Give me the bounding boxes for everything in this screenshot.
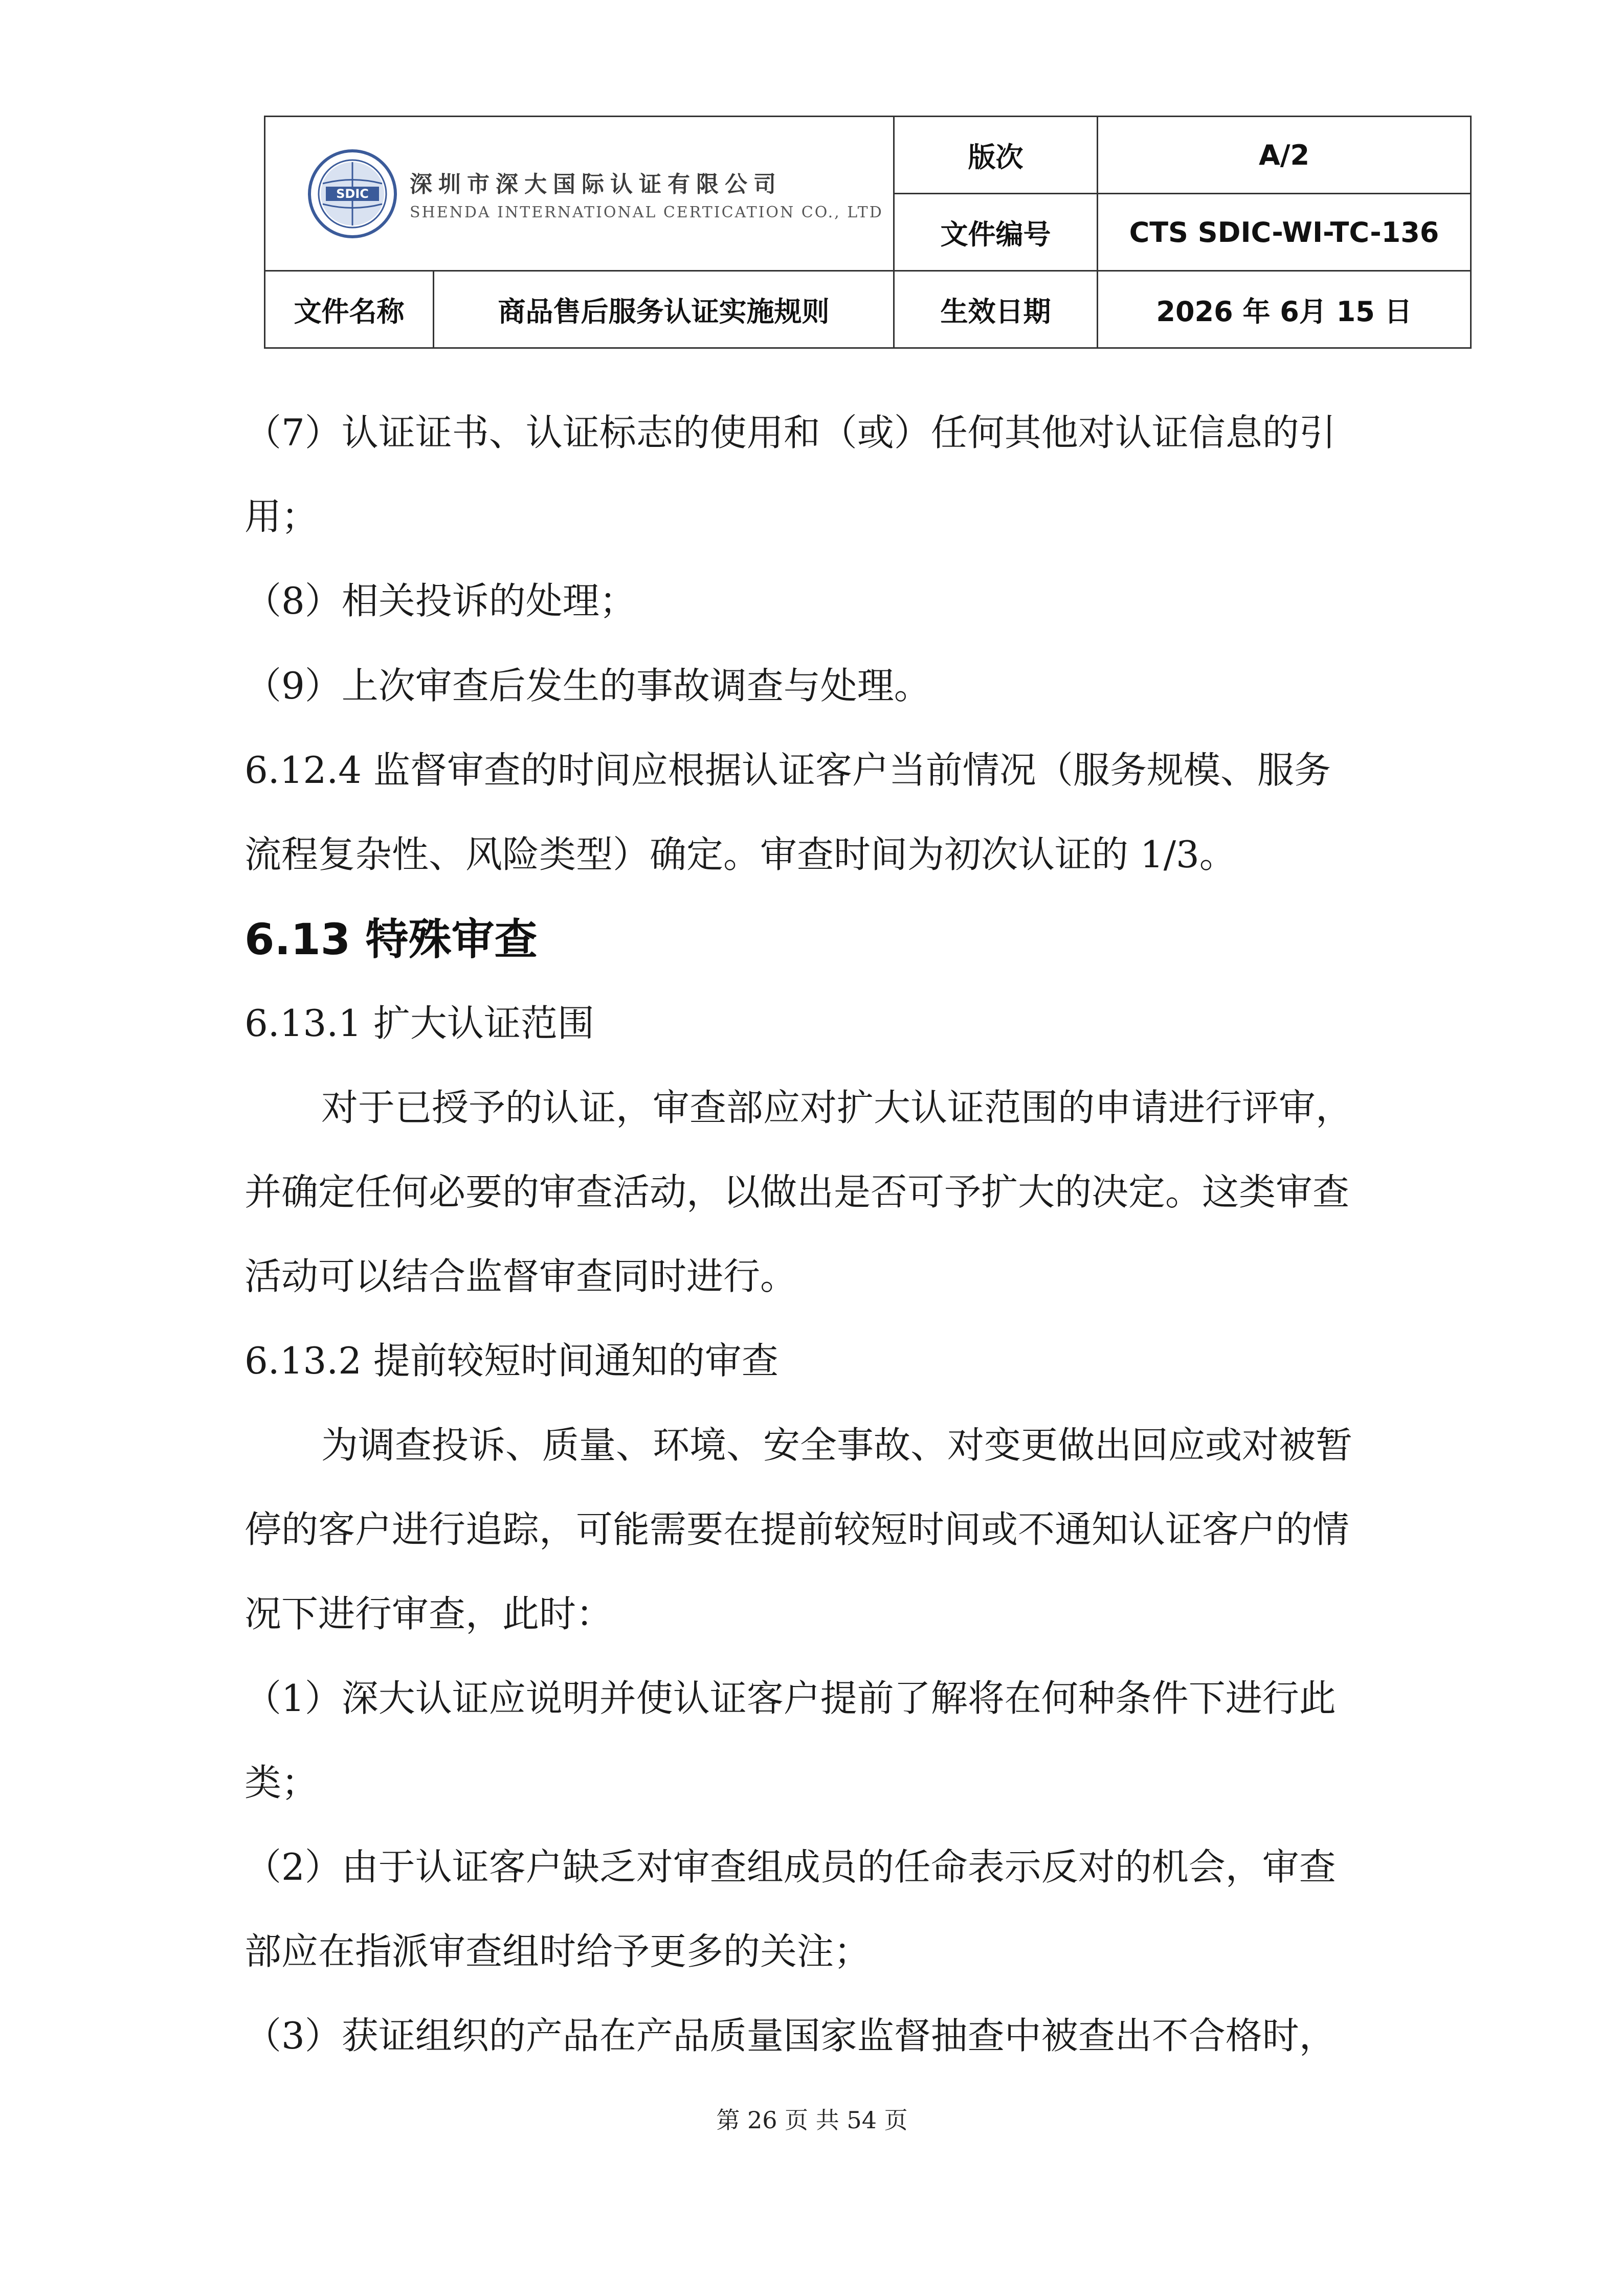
body-line-10: 并确定任何必要的审查活动，以做出是否可予扩大的决定。这类审查 [244, 1170, 1350, 1213]
subsection-6-13-1: 6.13.1 扩大认证范围 [244, 1002, 594, 1045]
version-value: A/2 [1098, 117, 1471, 194]
sdic-logo-icon [306, 148, 398, 240]
body-line-15: 况下进行审查，此时： [244, 1592, 613, 1635]
effective-date-value: 2026 年 6月 15 日 [1098, 271, 1471, 348]
company-name-cn: 深圳市深大国际认证有限公司 [410, 171, 782, 197]
body-line-2: 用； [244, 495, 319, 538]
body-line-4: （9）上次审查后发生的事故调查与处理。 [244, 664, 931, 707]
doc-number-value: CTS SDIC-WI-TC-136 [1098, 194, 1471, 271]
company-name-en: SHENDA INTERNATIONAL CERTICATION CO., LTD [410, 204, 883, 221]
body-line-16: （1）深大认证应说明并使认证客户提前了解将在何种条件下进行此 [244, 1677, 1336, 1720]
body-line-18: （2）由于认证客户缺乏对审查组成员的任命表示反对的机会，审查 [244, 1845, 1336, 1888]
logo-text: SDIC [336, 186, 369, 201]
body-line-19: 部应在指派审查组时给予更多的关注； [244, 1930, 871, 1973]
body-line-9: 对于已授予的认证，审查部应对扩大认证范围的申请进行评审， [321, 1086, 1353, 1129]
body-line-5: 6.12.4 监督审查的时间应根据认证客户当前情况（服务规模、服务 [244, 749, 1331, 792]
document-header-table [264, 116, 1472, 349]
subsection-6-13-2: 6.13.2 提前较短时间通知的审查 [244, 1339, 778, 1382]
page-number-footer: 第 26 页 共 54 页 [716, 2106, 908, 2134]
body-line-3: （8）相关投诉的处理； [244, 579, 636, 622]
body-line-13: 为调查投诉、质量、环境、安全事故、对变更做出回应或对被暂 [321, 1424, 1353, 1467]
body-line-20: （3）获证组织的产品在产品质量国家监督抽查中被查出不合格时， [244, 2014, 1336, 2057]
section-title-6-13: 6.13 特殊审查 [244, 914, 538, 964]
doc-name-label: 文件名称 [265, 271, 434, 348]
body-line-11: 活动可以结合监督审查同时进行。 [244, 1255, 797, 1298]
doc-name-value: 商品售后服务认证实施规则 [434, 271, 894, 348]
effective-date-label: 生效日期 [894, 271, 1098, 348]
version-label: 版次 [894, 117, 1098, 194]
body-line-6: 流程复杂性、风险类型）确定。审查时间为初次认证的 1/3。 [244, 833, 1236, 876]
doc-number-label: 文件编号 [894, 194, 1098, 271]
body-line-17: 类； [244, 1761, 319, 1804]
body-line-1: （7）认证证书、认证标志的使用和（或）任何其他对认证信息的引 [244, 411, 1336, 454]
body-line-14: 停的客户进行追踪，可能需要在提前较短时间或不通知认证客户的情 [244, 1508, 1350, 1551]
company-logo-cell [265, 117, 894, 271]
